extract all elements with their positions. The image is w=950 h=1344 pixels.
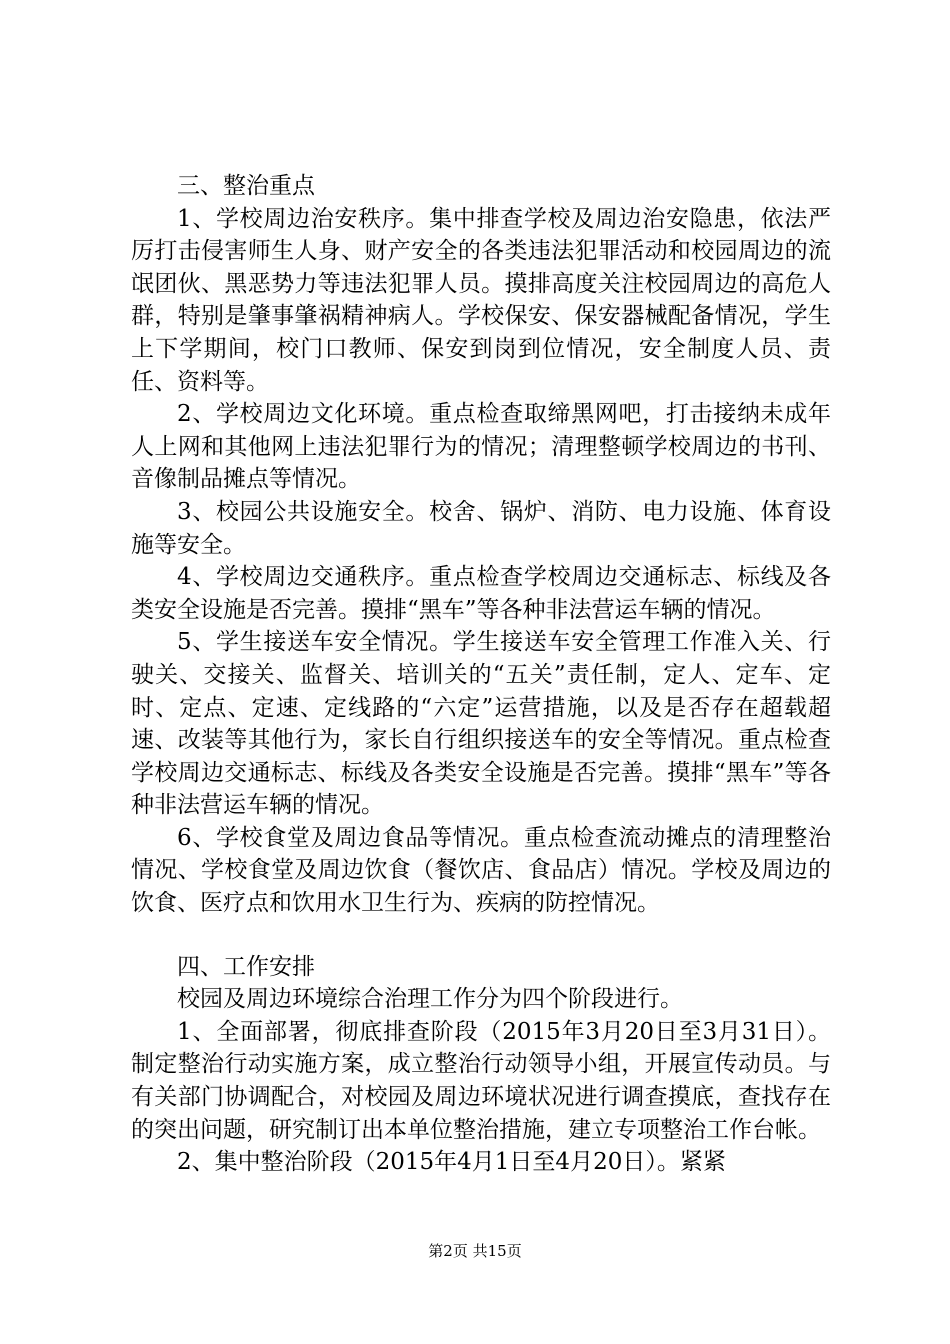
paragraph-3-3: 3、校园公共设施安全。校舍、锅炉、消防、电力设施、体育设施等安全。 (131, 498, 831, 558)
paragraph-3-5: 5、学生接送车安全情况。学生接送车安全管理工作准入关、行驶关、交接关、监督关、培训关的“五关”责任制，定人、定车、定时、定点、定速、定线路的“六定”运营措施，以及是否存在超载超速、改装等其他行为，家长自行组织接送车的安全等情况。重点检查学校周边交通标志、标线及各类安全设施是否完善。摸排“黑车”等各种非法营运车辆的情况。 (131, 629, 831, 819)
section-heading-3: 三、整治重点 (177, 173, 315, 199)
paragraph-3-2: 2、学校周边文化环境。重点检查取缔黑网吧，打击接纳未成年人上网和其他网上违法犯罪行为的情况；清理整顿学校周边的书刊、音像制品摊点等情况。 (131, 401, 831, 493)
document-body (131, 170, 831, 1179)
paragraph-4-2: 2、集中整治阶段（2015年4月1日至4月20日）。紧紧 (177, 1149, 726, 1176)
paragraph-3-1: 1、学校周边治安秩序。集中排查学校及周边治安隐患，依法严厉打击侵害师生人身、财产安全的各类违法犯罪活动和校园周边的流氓团伙、黑恶势力等违法犯罪人员。摸排高度关注校园周边的高危人群，特别是肇事肇祸精神病人。学校保安、保安器械配备情况，学生上下学期间，校门口教师、保安到岗到位情况，安全制度人员、责任、资料等。 (131, 205, 831, 395)
paragraph-4-intro: 校园及周边环境综合治理工作分为四个阶段进行。 (177, 986, 683, 1013)
page-number-footer: 第2页 共15页 (428, 1242, 522, 1260)
paragraph-3-6: 6、学校食堂及周边食品等情况。重点检查流动摊点的清理整治情况、学校食堂及周边饮食（餐饮店、食品店）情况。学校及周边的饮食、医疗点和饮用水卫生行为、疾病的防控情况。 (131, 824, 831, 917)
section-spacer (131, 920, 831, 951)
section-heading-4: 四、工作安排 (177, 953, 315, 980)
paragraph-4-1: 1、全面部署，彻底排查阶段（2015年3月20日至3月31日）。制定整治行动实施方案，成立整治行动领导小组，开展宣传动员。与有关部门协调配合，对校园及周边环境状况进行调查摸底，查找存在的突出问题，研究制订出本单位整治措施，建立专项整治工作台帐。 (131, 1018, 831, 1143)
paragraph-3-4: 4、学校周边交通秩序。重点检查学校周边交通标志、标线及各类安全设施是否完善。摸排“黑车”等各种非法营运车辆的情况。 (131, 564, 831, 623)
